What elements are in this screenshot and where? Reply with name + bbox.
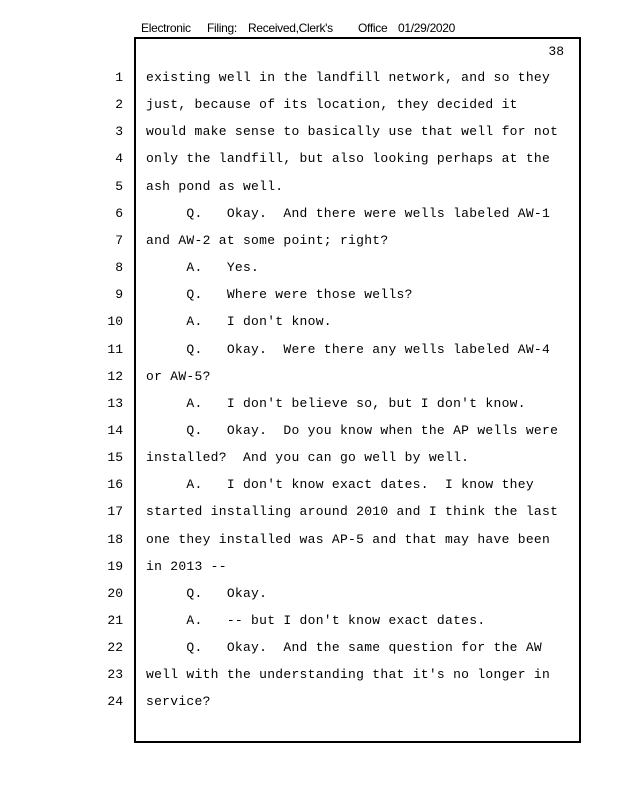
transcript-line: would make sense to basically use that well for not: [146, 124, 559, 139]
line-number: 14: [107, 423, 123, 438]
line-number: 8: [115, 260, 123, 275]
line-number: 19: [107, 559, 123, 574]
transcript-line: A. -- but I don't know exact dates.: [146, 613, 486, 628]
line-number: 20: [107, 586, 123, 601]
transcript-line: in 2013 --: [146, 559, 227, 574]
line-number: 12: [107, 369, 123, 384]
transcript-line: Q. Okay. And the same question for the AW: [146, 640, 542, 655]
line-number: 24: [107, 694, 123, 709]
line-number: 9: [115, 287, 123, 302]
line-number: 18: [107, 532, 123, 547]
stamp-electronic: Electronic: [141, 21, 191, 35]
line-number: 5: [115, 179, 123, 194]
transcript-line: Q. Where were those wells?: [146, 287, 413, 302]
stamp-received: Received,Clerk's: [248, 21, 333, 35]
transcript-line: Q. Okay. Do you know when the AP wells were: [146, 423, 559, 438]
stamp-date: 01/29/2020: [398, 21, 456, 35]
line-number: 3: [115, 124, 123, 139]
stamp-office: Office: [358, 21, 388, 35]
transcript-line: and AW-2 at some point; right?: [146, 233, 389, 248]
transcript-line: only the landfill, but also looking perhaps at the: [146, 151, 551, 166]
line-number: 22: [107, 640, 123, 655]
line-number: 4: [115, 151, 123, 166]
transcript-line: Q. Okay.: [146, 586, 268, 601]
transcript-line: Q. Okay. Were there any wells labeled AW-4: [146, 342, 551, 357]
transcript-line: well with the understanding that it's no longer in: [146, 667, 551, 682]
transcript-line: ash pond as well.: [146, 179, 284, 194]
line-number: 6: [115, 206, 123, 221]
line-number: 2: [115, 97, 123, 112]
line-number: 15: [107, 450, 123, 465]
transcript-line: or AW-5?: [146, 369, 211, 384]
transcript-line: installed? And you can go well by well.: [146, 450, 470, 465]
transcript-line: just, because of its location, they decided it: [146, 97, 518, 112]
transcript-line: A. I don't know.: [146, 314, 332, 329]
transcript-line: A. I don't believe so, but I don't know.: [146, 396, 526, 411]
transcript-line: service?: [146, 694, 211, 709]
line-number: 17: [107, 504, 123, 519]
line-number: 7: [115, 233, 123, 248]
transcript-line: A. I don't know exact dates. I know they: [146, 477, 534, 492]
transcript-line: one they installed was AP-5 and that may have been: [146, 532, 551, 547]
transcript-line: A. Yes.: [146, 260, 260, 275]
transcript-line: Q. Okay. And there were wells labeled AW-1: [146, 206, 551, 221]
page-number: 38: [548, 44, 564, 59]
transcript-line: started installing around 2010 and I think the last: [146, 504, 559, 519]
stamp-filing: Filing:: [207, 21, 237, 35]
line-number: 21: [107, 613, 123, 628]
line-number: 13: [107, 396, 123, 411]
line-number: 23: [107, 667, 123, 682]
line-number: 11: [107, 342, 123, 357]
line-number: 1: [115, 70, 123, 85]
line-number: 16: [107, 477, 123, 492]
line-number: 10: [107, 314, 123, 329]
transcript-line: existing well in the landfill network, and so they: [146, 70, 551, 85]
